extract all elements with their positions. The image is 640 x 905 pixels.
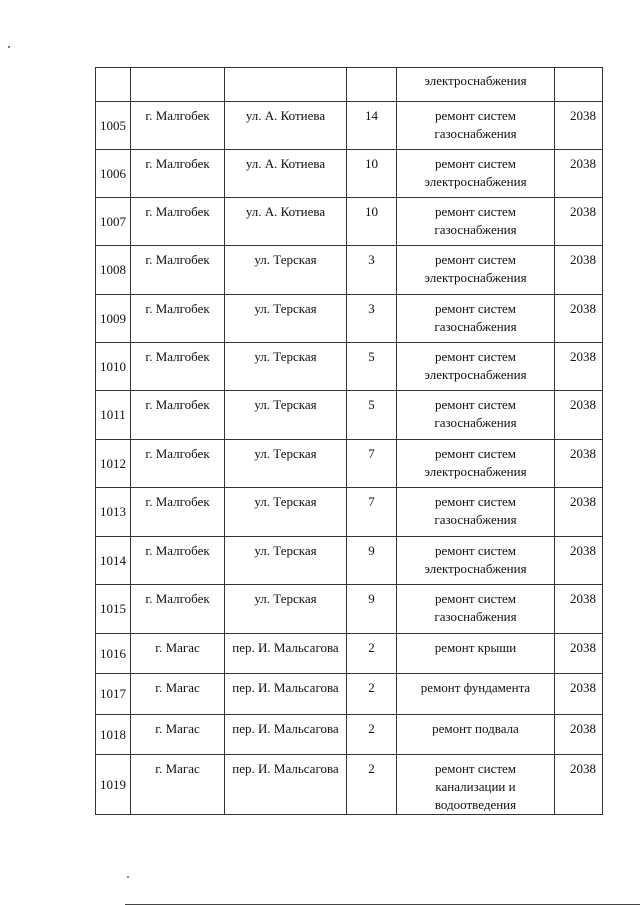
row-number-cell-text: 1007 <box>100 213 126 229</box>
work-description-line: ремонт крыши <box>434 640 517 655</box>
work-description-line: ремонт систем <box>434 108 517 123</box>
table-row <box>96 674 603 715</box>
table-row <box>96 343 603 391</box>
work-description-line: ремонт систем <box>434 761 517 776</box>
street-cell <box>225 391 347 440</box>
house-number-cell <box>347 585 397 634</box>
work-description-line: ремонт систем <box>434 397 517 412</box>
house-number-cell-text: 2 <box>368 761 375 776</box>
street-cell <box>225 488 347 537</box>
year-cell <box>555 585 603 634</box>
street-cell-text: пер. И. Мальсагова <box>232 640 339 655</box>
table-row <box>96 246 603 295</box>
street-cell <box>225 198 347 246</box>
work-description-cell <box>397 488 555 537</box>
row-number-cell-text: 1018 <box>100 726 126 742</box>
row-number-cell-text: 1019 <box>100 776 126 792</box>
city-cell <box>131 488 225 537</box>
city-cell <box>131 198 225 246</box>
street-cell <box>225 150 347 198</box>
work-description-line: ремонт систем <box>434 591 517 606</box>
city-cell-text: г. Малгобек <box>145 446 210 461</box>
work-description-line: ремонт систем <box>434 301 517 316</box>
house-number-cell-text: 5 <box>368 349 375 364</box>
house-number-cell <box>347 440 397 488</box>
table-row <box>96 440 603 488</box>
city-cell-text: г. Малгобек <box>145 543 210 558</box>
street-cell <box>225 537 347 585</box>
row-number-cell <box>96 585 131 634</box>
work-description-line: электроснабжения <box>424 270 527 285</box>
street-cell <box>225 440 347 488</box>
house-number-cell-text: 2 <box>368 680 375 695</box>
house-number-cell-text: 9 <box>368 543 375 558</box>
city-cell-text: г. Магас <box>155 640 200 655</box>
work-description-line: электроснабжения <box>424 174 527 189</box>
city-cell <box>131 715 225 755</box>
work-description-line: электроснабжения <box>424 73 527 88</box>
city-cell-text: г. Малгобек <box>145 349 210 364</box>
work-description-cell <box>397 674 555 715</box>
city-cell <box>131 537 225 585</box>
house-number-cell-text: 7 <box>368 494 375 509</box>
row-number-cell-text: 1008 <box>100 262 126 277</box>
house-number-cell-text: 3 <box>368 301 375 316</box>
city-cell <box>131 391 225 440</box>
row-number-cell <box>96 343 131 391</box>
street-cell-text: пер. И. Мальсагова <box>232 721 339 736</box>
row-number-cell-text: 1015 <box>100 601 126 616</box>
row-number-cell <box>96 674 131 715</box>
work-description-line: ремонт систем <box>434 204 517 219</box>
city-cell-text: г. Магас <box>155 680 200 695</box>
work-description-line: электроснабжения <box>424 367 527 382</box>
city-cell <box>131 755 225 815</box>
scan-speck <box>8 46 10 48</box>
work-description-line: ремонт подвала <box>432 721 519 736</box>
year-cell-text: 2038 <box>570 349 596 364</box>
year-cell-text: 2038 <box>570 543 596 558</box>
row-number-cell <box>96 715 131 755</box>
house-number-cell <box>347 68 397 102</box>
street-cell-text: ул. Терская <box>254 591 317 606</box>
year-cell <box>555 634 603 674</box>
house-number-cell <box>347 634 397 674</box>
city-cell-text: г. Малгобек <box>145 591 210 606</box>
year-cell-text: 2038 <box>570 108 596 123</box>
row-number-cell <box>96 488 131 537</box>
work-description-cell <box>397 246 555 295</box>
row-number-cell-text: 1017 <box>100 686 126 701</box>
work-description-cell <box>397 715 555 755</box>
work-description-line: ремонт систем <box>434 446 517 461</box>
house-number-cell <box>347 391 397 440</box>
year-cell <box>555 343 603 391</box>
work-description-line: газоснабжения <box>434 609 517 624</box>
street-cell-text: ул. А. Котиева <box>245 156 326 171</box>
street-cell-text: ул. Терская <box>254 446 317 461</box>
city-cell <box>131 674 225 715</box>
city-cell-text: г. Малгобек <box>145 108 210 123</box>
row-number-cell-text: 1005 <box>100 117 126 133</box>
table-row <box>96 715 603 755</box>
work-description-cell <box>397 198 555 246</box>
year-cell <box>555 68 603 102</box>
row-number-cell <box>96 537 131 585</box>
city-cell-text: г. Малгобек <box>145 301 210 316</box>
year-cell-text: 2038 <box>570 204 596 219</box>
year-cell <box>555 674 603 715</box>
city-cell-text: г. Малгобек <box>145 156 210 171</box>
street-cell <box>225 585 347 634</box>
work-description-line: ремонт систем <box>434 494 517 509</box>
work-description-cell <box>397 634 555 674</box>
scan-speck <box>127 876 129 878</box>
work-description-cell <box>397 102 555 150</box>
street-cell-text: пер. И. Мальсагова <box>232 761 339 776</box>
street-cell-text: пер. И. Мальсагова <box>232 680 339 695</box>
street-cell <box>225 102 347 150</box>
city-cell-text: г. Магас <box>155 761 200 776</box>
house-number-cell <box>347 150 397 198</box>
table-row <box>96 634 603 674</box>
street-cell <box>225 634 347 674</box>
year-cell-text: 2038 <box>570 156 596 171</box>
year-cell-text: 2038 <box>570 640 596 655</box>
work-description-cell <box>397 68 555 102</box>
work-description-line: газоснабжения <box>434 319 517 334</box>
table-row <box>96 585 603 634</box>
house-number-cell <box>347 674 397 715</box>
year-cell <box>555 755 603 815</box>
year-cell-text: 2038 <box>570 252 596 267</box>
street-cell <box>225 246 347 295</box>
row-number-cell <box>96 150 131 198</box>
street-cell-text: ул. Терская <box>254 301 317 316</box>
year-cell <box>555 391 603 440</box>
city-cell <box>131 585 225 634</box>
street-cell-text: ул. Терская <box>254 252 317 267</box>
city-cell <box>131 295 225 343</box>
work-description-line: ремонт систем <box>434 252 517 267</box>
work-description-cell <box>397 391 555 440</box>
year-cell <box>555 246 603 295</box>
year-cell-text: 2038 <box>570 446 596 461</box>
year-cell <box>555 440 603 488</box>
year-cell <box>555 150 603 198</box>
row-number-cell-text: 1016 <box>100 645 126 661</box>
house-number-cell <box>347 755 397 815</box>
year-cell-text: 2038 <box>570 494 596 509</box>
row-number-cell <box>96 68 131 102</box>
city-cell-text: г. Малгобек <box>145 397 210 412</box>
city-cell-text: г. Малгобек <box>145 204 210 219</box>
work-description-line: водоотведения <box>434 797 517 812</box>
work-description-cell <box>397 755 555 815</box>
row-number-cell <box>96 295 131 343</box>
street-cell <box>225 295 347 343</box>
work-description-line: ремонт систем <box>434 349 517 364</box>
work-description-line: ремонт систем <box>434 543 517 558</box>
row-number-cell-text: 1010 <box>100 358 126 374</box>
city-cell <box>131 440 225 488</box>
row-number-cell-text: 1011 <box>100 407 126 422</box>
year-cell-text: 2038 <box>570 721 596 736</box>
house-number-cell-text: 3 <box>368 252 375 267</box>
house-number-cell-text: 2 <box>368 640 375 655</box>
house-number-cell-text: 7 <box>368 446 375 461</box>
year-cell-text: 2038 <box>570 761 596 776</box>
house-number-cell <box>347 295 397 343</box>
city-cell-text: г. Малгобек <box>145 494 210 509</box>
street-cell-text: ул. А. Котиева <box>245 204 326 219</box>
house-number-cell <box>347 343 397 391</box>
city-cell-text: г. Малгобек <box>145 252 210 267</box>
work-description-line: ремонт систем <box>434 156 517 171</box>
row-number-cell <box>96 246 131 295</box>
year-cell <box>555 715 603 755</box>
house-number-cell <box>347 246 397 295</box>
table-row <box>96 295 603 343</box>
row-number-cell <box>96 634 131 674</box>
row-number-cell <box>96 102 131 150</box>
table-row <box>96 537 603 585</box>
city-cell <box>131 102 225 150</box>
work-description-line: электроснабжения <box>424 561 527 576</box>
table-row <box>96 391 603 440</box>
house-number-cell <box>347 715 397 755</box>
work-description-cell <box>397 585 555 634</box>
row-number-cell-text: 1012 <box>100 455 126 471</box>
work-description-cell <box>397 150 555 198</box>
work-description-line: электроснабжения <box>424 464 527 479</box>
year-cell-text: 2038 <box>570 591 596 606</box>
year-cell <box>555 198 603 246</box>
year-cell <box>555 537 603 585</box>
row-number-cell <box>96 198 131 246</box>
street-cell <box>225 755 347 815</box>
row-number-cell-text: 1013 <box>100 504 126 519</box>
work-description-line: газоснабжения <box>434 415 517 430</box>
work-description-cell <box>397 537 555 585</box>
street-cell-text: ул. Терская <box>254 494 317 509</box>
city-cell <box>131 68 225 102</box>
house-number-cell <box>347 102 397 150</box>
row-number-cell-text: 1006 <box>100 165 126 181</box>
house-number-cell <box>347 537 397 585</box>
house-number-cell-text: 5 <box>368 397 375 412</box>
work-description-line: канализации и <box>435 779 516 794</box>
year-cell-text: 2038 <box>570 397 596 412</box>
table-row <box>96 488 603 537</box>
table-row <box>96 755 603 815</box>
street-cell <box>225 674 347 715</box>
street-cell <box>225 343 347 391</box>
row-number-cell-text: 1009 <box>100 310 126 326</box>
row-number-cell-text: 1014 <box>100 552 126 568</box>
work-description-line: газоснабжения <box>434 512 517 527</box>
street-cell <box>225 715 347 755</box>
table-row <box>96 150 603 198</box>
row-number-cell <box>96 440 131 488</box>
row-number-cell <box>96 391 131 440</box>
city-cell <box>131 150 225 198</box>
house-number-cell-text: 14 <box>365 108 378 123</box>
work-description-cell <box>397 295 555 343</box>
city-cell <box>131 343 225 391</box>
house-number-cell <box>347 198 397 246</box>
house-number-cell-text: 10 <box>365 204 378 219</box>
city-cell <box>131 634 225 674</box>
table-row-continuation <box>96 68 603 102</box>
work-description-cell <box>397 343 555 391</box>
street-cell-text: ул. Терская <box>254 349 317 364</box>
year-cell <box>555 295 603 343</box>
city-cell-text: г. Магас <box>155 721 200 736</box>
street-cell-text: ул. А. Котиева <box>245 108 326 123</box>
street-cell-text: ул. Терская <box>254 397 317 412</box>
house-number-cell-text: 2 <box>368 721 375 736</box>
work-description-line: ремонт фундамента <box>420 680 531 695</box>
repair-schedule-table <box>95 67 603 815</box>
table-row <box>96 198 603 246</box>
table-row <box>96 102 603 150</box>
house-number-cell <box>347 488 397 537</box>
street-cell <box>225 68 347 102</box>
table-body <box>96 68 603 815</box>
year-cell-text: 2038 <box>570 301 596 316</box>
row-number-cell <box>96 755 131 815</box>
year-cell <box>555 488 603 537</box>
year-cell <box>555 102 603 150</box>
work-description-cell <box>397 440 555 488</box>
work-description-line: газоснабжения <box>434 126 517 141</box>
year-cell-text: 2038 <box>570 680 596 695</box>
house-number-cell-text: 10 <box>365 156 378 171</box>
street-cell-text: ул. Терская <box>254 543 317 558</box>
city-cell <box>131 246 225 295</box>
house-number-cell-text: 9 <box>368 591 375 606</box>
work-description-line: газоснабжения <box>434 222 517 237</box>
